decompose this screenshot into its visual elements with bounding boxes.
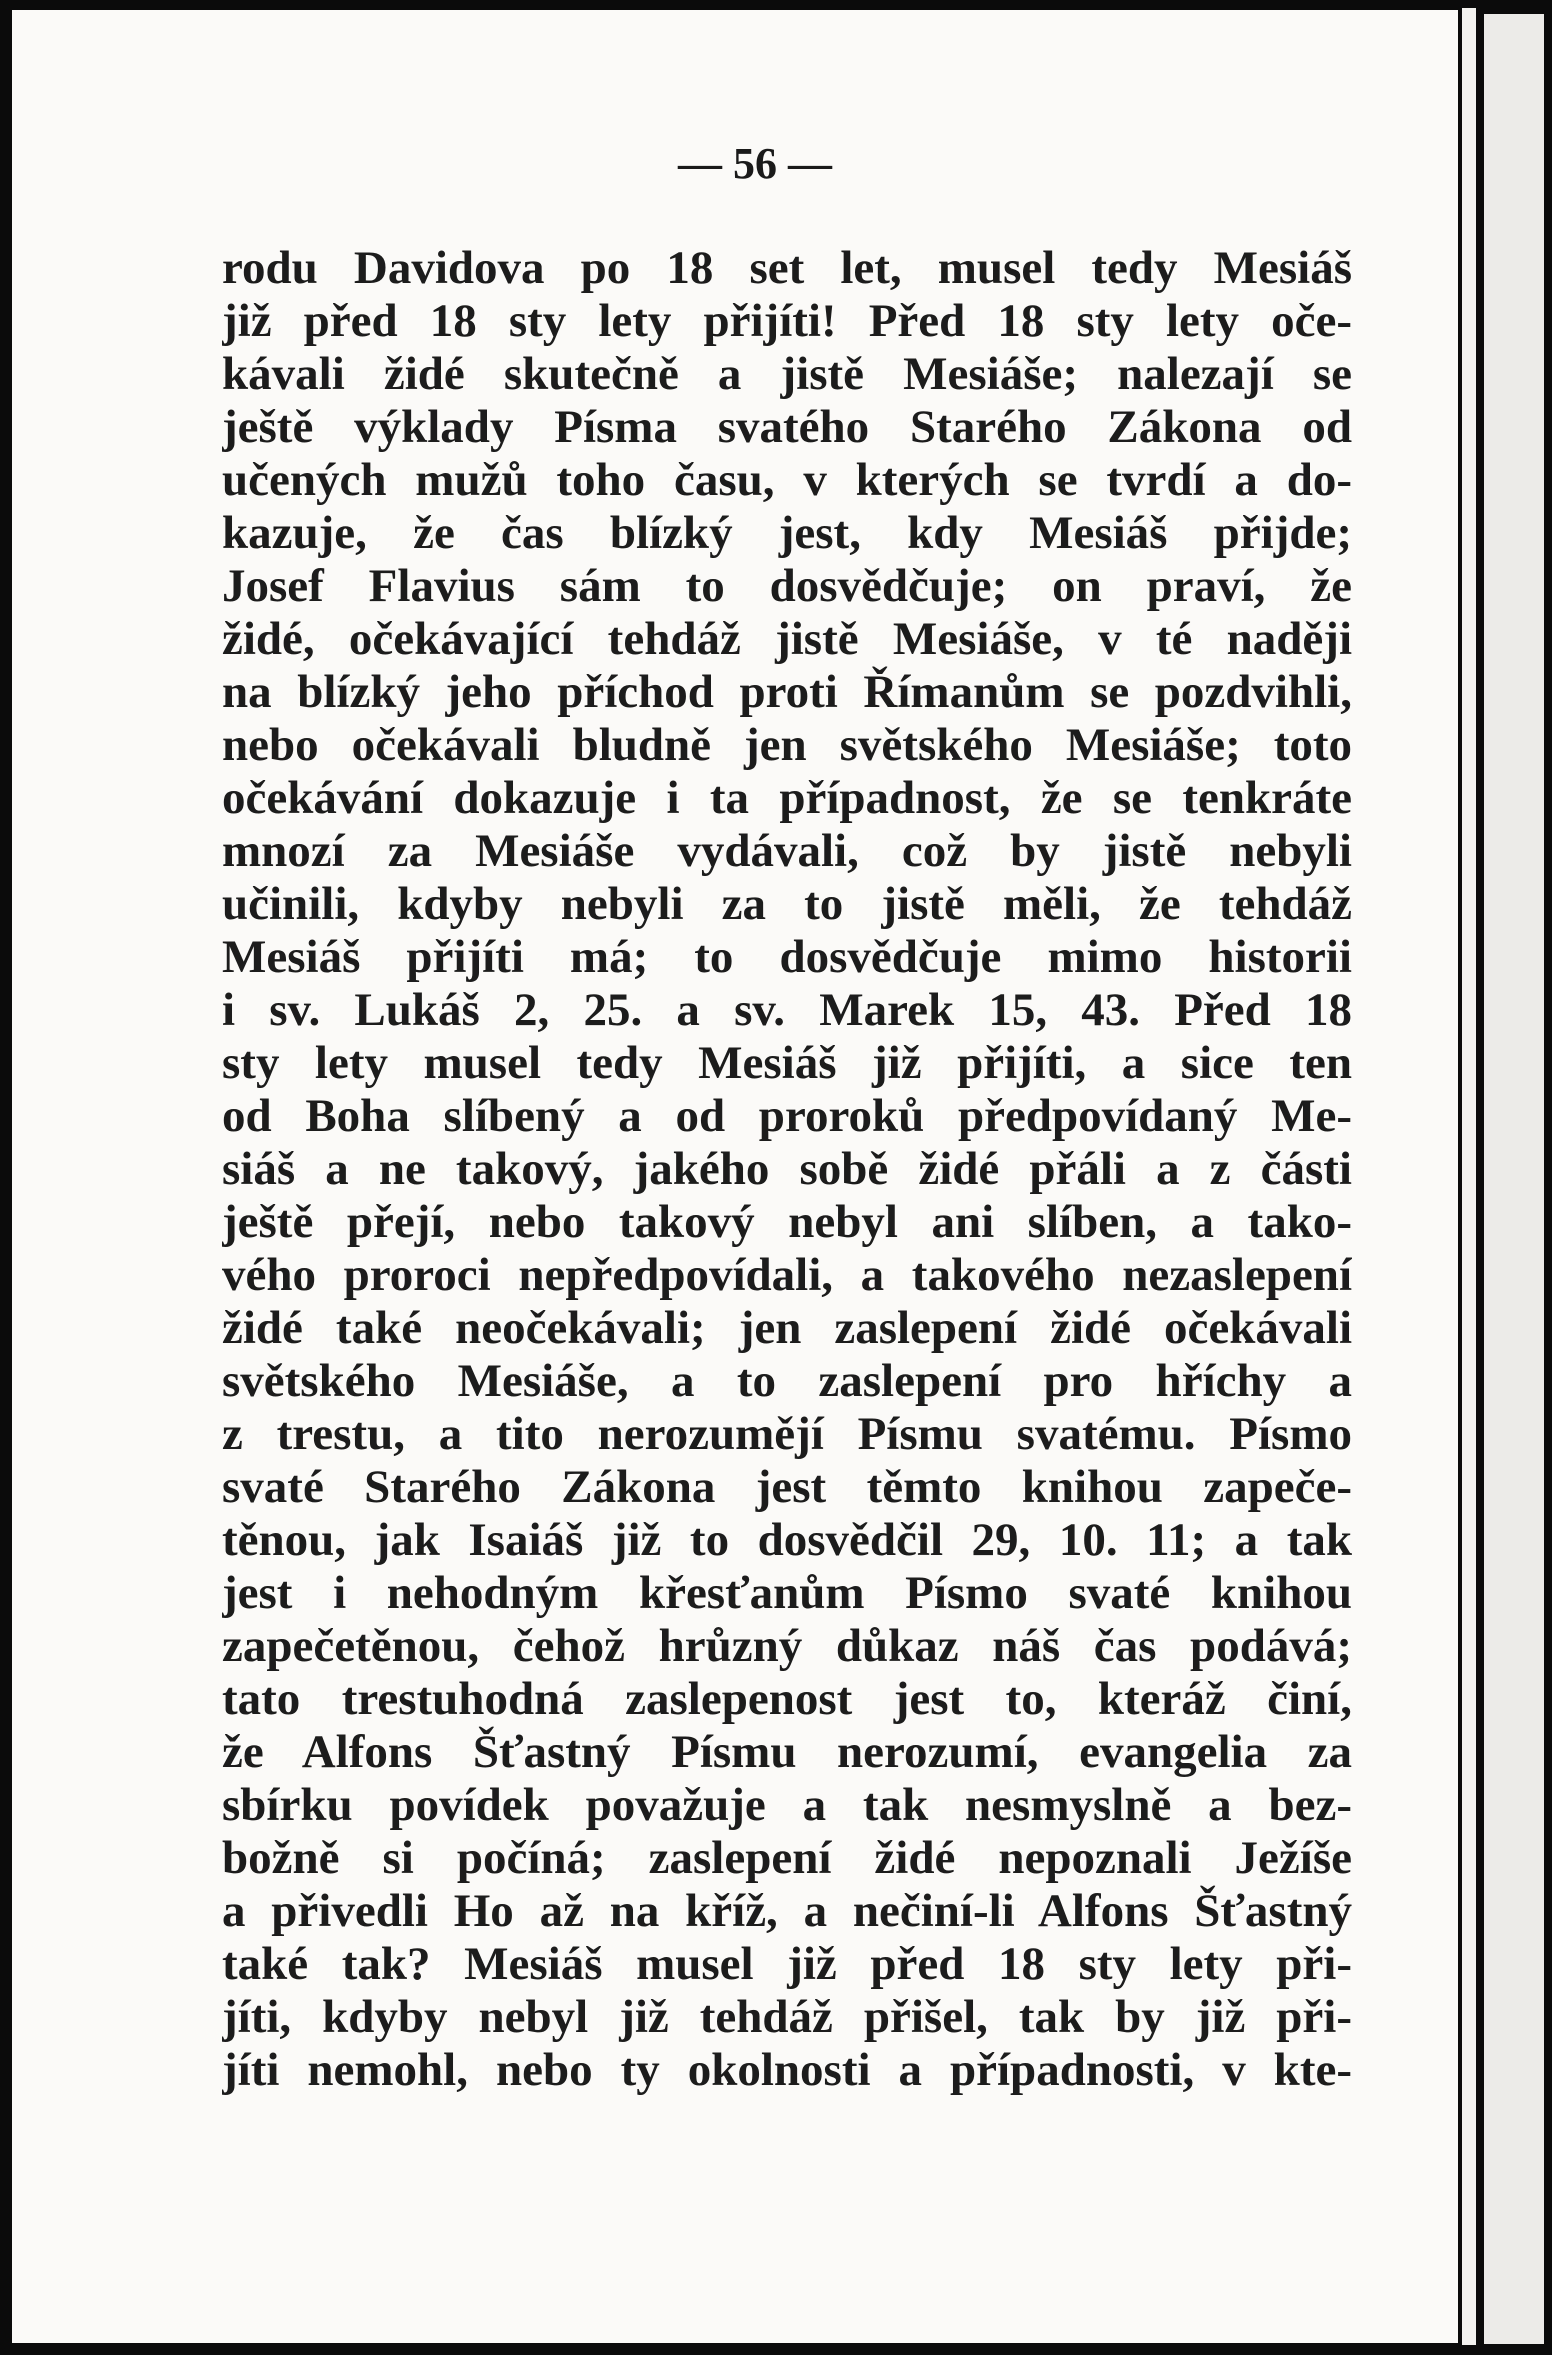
body-text — [222, 242, 1352, 2097]
text-line: božně si počíná; zaslepení židé nepoznali Ježíše — [222, 1832, 1352, 1884]
text-line: již před 18 sty lety přijíti! Před 18 sty lety oče- — [222, 295, 1352, 347]
text-line: od Boha slíbený a od proroků předpovídaný Me- — [222, 1090, 1352, 1142]
text-line: že Alfons Šťastný Písmu nerozumí, evangelia za — [222, 1726, 1352, 1778]
text-line: sbírku povídek považuje a tak nesmyslně a bez- — [222, 1779, 1352, 1831]
text-line: Josef Flavius sám to dosvědčuje; on praví, že — [222, 560, 1352, 612]
text-line: jíti, kdyby nebyl již tehdáž přišel, tak by již při- — [222, 1991, 1352, 2043]
page-number: — 56 — — [678, 139, 832, 188]
text-line: učených mužů toho času, v kterých se tvrdí a do- — [222, 454, 1352, 506]
text-line: rodu Davidova po 18 set let, musel tedy Mesiáš — [222, 242, 1352, 294]
text-line: mnozí za Mesiáše vydávali, což by jistě nebyli — [222, 825, 1352, 877]
text-line: také tak? Mesiáš musel již před 18 sty lety při- — [222, 1938, 1352, 1990]
text-line: zapečetěnou, čehož hrůzný důkaz náš čas podává; — [222, 1620, 1352, 1672]
text-line: vého proroci nepředpovídali, a takového nezaslepení — [222, 1249, 1352, 1301]
adjacent-page-margin — [1484, 14, 1544, 2344]
text-line: ještě přejí, nebo takový nebyl ani slíben, a tako- — [222, 1196, 1352, 1248]
text-line: svaté Starého Zákona jest těmto knihou zapeče- — [222, 1461, 1352, 1513]
text-line: i sv. Lukáš 2, 25. a sv. Marek 15, 43. Před 18 — [222, 984, 1352, 1036]
text-line: siáš a ne takový, jakého sobě židé přáli a z části — [222, 1143, 1352, 1195]
text-line: kazuje, že čas blízký jest, kdy Mesiáš přijde; — [222, 507, 1352, 559]
text-line: učinili, kdyby nebyli za to jistě měli, že tehdáž — [222, 878, 1352, 930]
text-line: z trestu, a tito nerozumějí Písmu svatému. Písmo — [222, 1408, 1352, 1460]
page-edge-strip — [1462, 8, 1476, 2345]
text-line: jest i nehodným křesťanům Písmo svaté knihou — [222, 1567, 1352, 1619]
text-line: nebo očekávali bludně jen světského Mesiáše; toto — [222, 719, 1352, 771]
text-line: kávali židé skutečně a jistě Mesiáše; nalezají se — [222, 348, 1352, 400]
text-line: těnou, jak Isaiáš již to dosvědčil 29, 10. 11; a tak — [222, 1514, 1352, 1566]
book-page — [12, 10, 1458, 2343]
text-line: židé také neočekávali; jen zaslepení židé očekávali — [222, 1302, 1352, 1354]
text-line: jíti nemohl, nebo ty okolnosti a případnosti, v kte- — [222, 2044, 1352, 2096]
text-line: očekávání dokazuje i ta případnost, že se tenkráte — [222, 772, 1352, 824]
text-line: světského Mesiáše, a to zaslepení pro hříchy a — [222, 1355, 1352, 1407]
text-line: Mesiáš přijíti má; to dosvědčuje mimo historii — [222, 931, 1352, 983]
text-line: na blízký jeho příchod proti Římanům se pozdvihli, — [222, 666, 1352, 718]
text-line: a přivedli Ho až na kříž, a nečiní-li Alfons Šťastný — [222, 1885, 1352, 1937]
text-line: židé, očekávající tehdáž jistě Mesiáše, v té naději — [222, 613, 1352, 665]
text-line: tato trestuhodná zaslepenost jest to, kteráž činí, — [222, 1673, 1352, 1725]
text-line: sty lety musel tedy Mesiáš již přijíti, a sice ten — [222, 1037, 1352, 1089]
text-line: ještě výklady Písma svatého Starého Zákona od — [222, 401, 1352, 453]
